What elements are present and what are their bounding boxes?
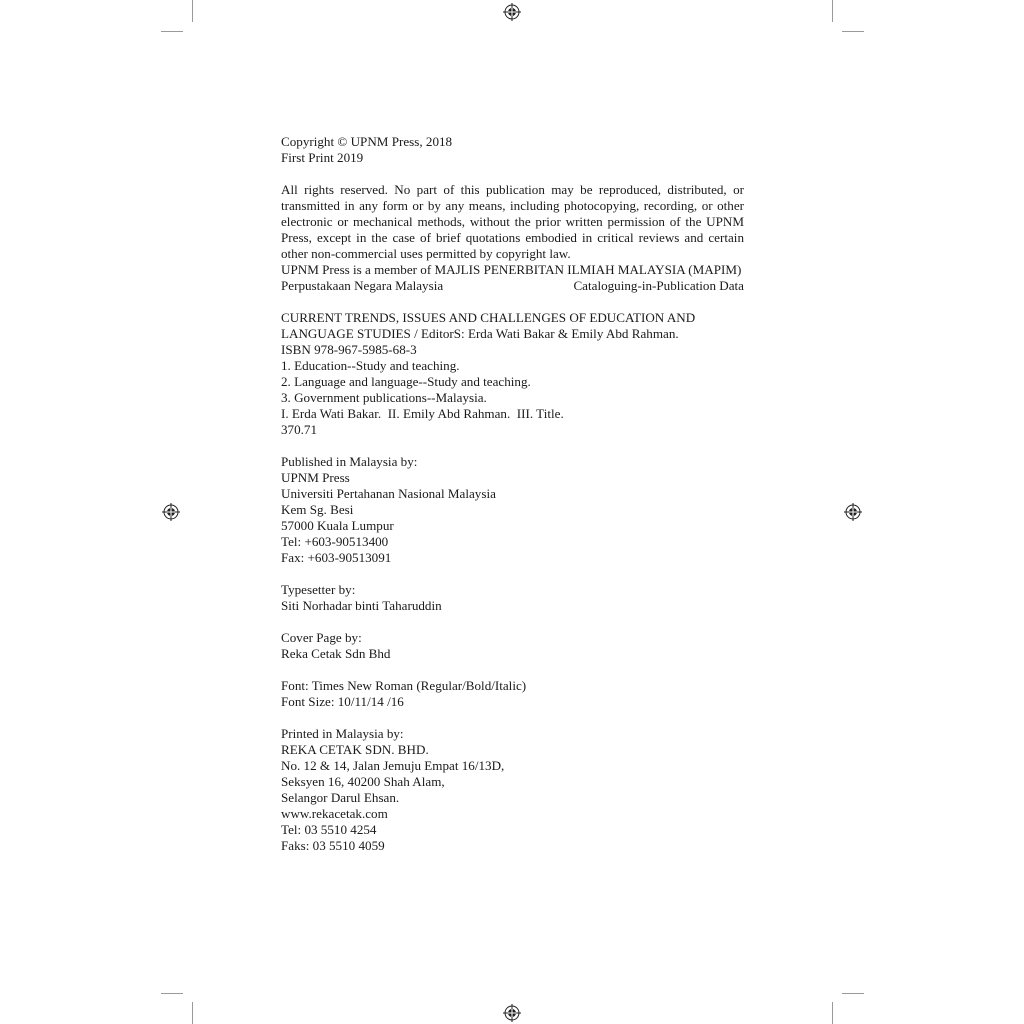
crop-mark-top-left [192, 0, 193, 22]
publisher-address-2: 57000 Kuala Lumpur [281, 518, 394, 533]
printer-website: www.rekacetak.com [281, 806, 388, 821]
copyright-page [281, 134, 744, 870]
crop-mark-top-right [832, 0, 833, 22]
printer-heading: Printed in Malaysia by: [281, 726, 404, 741]
cover-heading: Cover Page by: [281, 630, 362, 645]
catalog-added-entries: I. Erda Wati Bakar. II. Emily Abd Rahman. III. Title. [281, 406, 564, 421]
registration-mark-icon [844, 503, 862, 521]
publisher-name: UPNM Press [281, 470, 350, 485]
cip-header [281, 278, 744, 294]
registration-mark-icon [162, 503, 180, 521]
printer-tel: Tel: 03 5510 4254 [281, 822, 377, 837]
crop-mark-bottom-right-h [842, 993, 864, 994]
catalog-title-line2: LANGUAGE STUDIES / EditorS: Erda Wati Bakar & Emily Abd Rahman. [281, 326, 679, 341]
typesetter-name: Siti Norhadar binti Taharuddin [281, 598, 442, 613]
first-print-line: First Print 2019 [281, 150, 364, 165]
typesetter-block [281, 582, 744, 614]
crop-mark-bottom-left [192, 1002, 193, 1024]
printer-block [281, 726, 744, 854]
registration-mark-icon [503, 3, 521, 21]
catalog-classification: 370.71 [281, 422, 318, 437]
crop-mark-bottom-right [832, 1002, 833, 1024]
publisher-heading: Published in Malaysia by: [281, 454, 418, 469]
printer-name: REKA CETAK SDN. BHD. [281, 742, 429, 757]
font-info: Font: Times New Roman (Regular/Bold/Italic) [281, 678, 527, 693]
publisher-address-1: Kem Sg. Besi [281, 502, 354, 517]
copyright-line: Copyright © UPNM Press, 2018 [281, 134, 453, 149]
crop-mark-top-left-h [161, 31, 183, 32]
rights-statement: All rights reserved. No part of this publication may be reproduced, distributed, or transmitted in any form or by any means, including photocopying, recording, or other electronic or mechanical methods, without the prior written permission of the UPNM Press, except in the case of brief quotations embodied in critical reviews and certain other non-commercial uses permitted by copyright law. [281, 182, 744, 261]
copyright-block [281, 134, 744, 166]
catalog-record [281, 310, 744, 438]
font-size-info: Font Size: 10/11/14 /16 [281, 694, 404, 709]
publisher-tel: Tel: +603-90513400 [281, 534, 389, 549]
cover-name: Reka Cetak Sdn Bhd [281, 646, 391, 661]
publisher-block [281, 454, 744, 566]
printer-faks: Faks: 03 5510 4059 [281, 838, 385, 853]
typesetter-heading: Typesetter by: [281, 582, 356, 597]
cip-label: Cataloguing-in-Publication Data [573, 278, 744, 293]
publisher-fax: Fax: +603-90513091 [281, 550, 392, 565]
crop-mark-bottom-left-h [161, 993, 183, 994]
crop-mark-top-right-h [842, 31, 864, 32]
catalog-subject-3: 3. Government publications--Malaysia. [281, 390, 487, 405]
registration-mark-icon [503, 1004, 521, 1022]
catalog-isbn: ISBN 978-967-5985-68-3 [281, 342, 417, 357]
cover-block [281, 630, 744, 662]
membership-statement: UPNM Press is a member of MAJLIS PENERBITAN ILMIAH MALAYSIA (MAPIM) [281, 262, 742, 277]
font-info-block [281, 678, 744, 710]
cip-library: Perpustakaan Negara Malaysia [281, 278, 444, 293]
publisher-institution: Universiti Pertahanan Nasional Malaysia [281, 486, 496, 501]
catalog-subject-2: 2. Language and language--Study and teaching. [281, 374, 531, 389]
printer-address-3: Selangor Darul Ehsan. [281, 790, 400, 805]
printer-address-1: No. 12 & 14, Jalan Jemuju Empat 16/13D, [281, 758, 505, 773]
printer-address-2: Seksyen 16, 40200 Shah Alam, [281, 774, 445, 789]
catalog-title-line1: CURRENT TRENDS, ISSUES AND CHALLENGES OF EDUCATION AND [281, 310, 696, 325]
catalog-subject-1: 1. Education--Study and teaching. [281, 358, 460, 373]
